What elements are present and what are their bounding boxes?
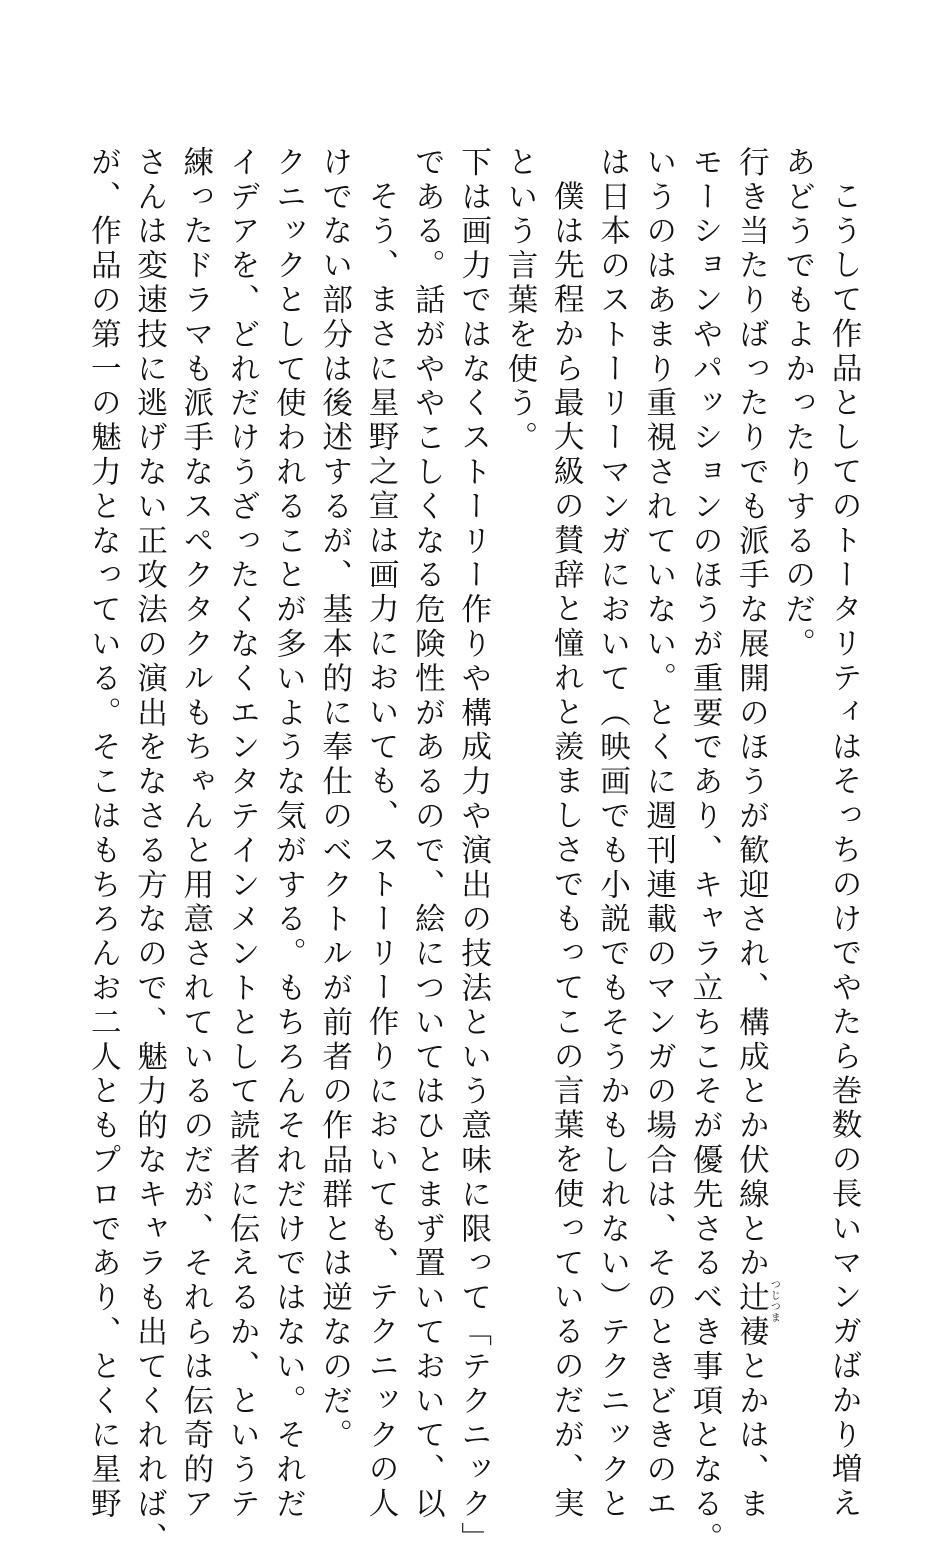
text-line: である。話がややこしくなる危険性があるので、絵についてはひとまず置いておいて、以 <box>409 146 445 1522</box>
text-line: いうのはあまり重視されていない。とくに週刊連載のマンガの場合は、そのときどきのエ <box>640 146 676 1522</box>
text-line: は日本のストーリーマンガにおいて（映画でも小説でもそうかもしれない）テクニックと <box>594 146 630 1522</box>
text-line: 下は画力ではなくストーリー作りや構成力や演出の技法という意味に限って「テクニック」 <box>455 146 491 1556</box>
text-line: あどうでもよかったりするのだ。 <box>779 146 815 662</box>
text-line: さんは変速技に逃げない正攻法の演出をなさる方なので、魅力的なキャラも出てくれれば、 <box>131 146 167 1556</box>
ruby-word <box>733 1279 780 1351</box>
text-line: クニックとして使われることが多いような気がする。もちろんそれだけではない。それだ <box>270 146 306 1522</box>
text-line: モーションやパッションのほうが重要であり、キャラ立ちこそが優先さるべき事項となる。 <box>687 146 723 1556</box>
text-line: 練ったドラマも派手なスペクタクルもちゃんと用意されているのだが、それらは伝奇的ア <box>177 146 213 1522</box>
ruby-base: 辻褄 <box>733 1281 769 1351</box>
text-line: という言葉を使う。 <box>501 146 537 456</box>
text-line: こうして作品としてのトータリティはそっちのけでやたら巻数の長いマンガばかり増え <box>826 180 861 1522</box>
text-line: 僕は先程から最大級の賛辞と憧れと羨ましさでもってこの言葉を使っているのだが、実 <box>548 180 584 1522</box>
text-line: が、作品の第一の魅力となっている。そこはもちろんお二人ともプロであり、とくに星野 <box>85 146 121 1522</box>
text-segment: とかは、ま <box>733 1350 769 1523</box>
text-line: けでない部分は後述するが、基本的に奉仕のベクトルが前者の作品群とは逆なのだ。 <box>316 146 352 1454</box>
text-segment: 行き当たりばったりでも派手な展開のほうが歓迎され、構成とか伏線とか <box>733 146 769 1282</box>
text-line-with-ruby <box>727 146 780 1523</box>
text-line: イデアを、どれだけうざったくなくエンタテインメントとして読者に伝えるか、というテ <box>224 146 260 1522</box>
vertical-text-body <box>79 146 866 1556</box>
text-line: そう、まさに星野之宣は画力においても、ストーリー作りにおいても、テクニックの人 <box>363 180 399 1522</box>
ruby-reading: つじつま <box>768 1279 780 1324</box>
